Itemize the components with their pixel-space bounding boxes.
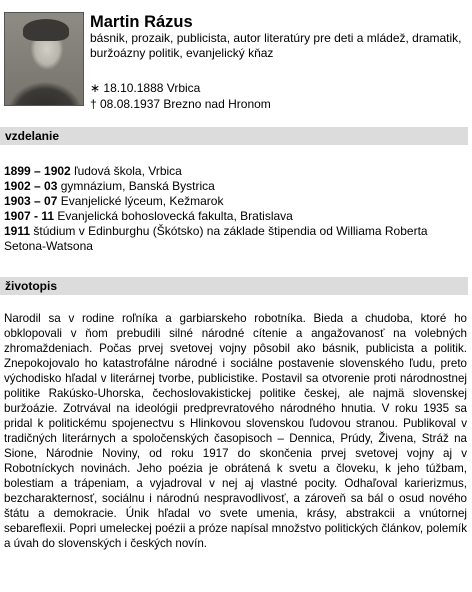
education-list: [4, 164, 468, 254]
person-profession: básnik, prozaik, publicista, autor literatúry pre deti a mládež, dramatik, buržoázny politik, evanjelický kňaz: [90, 31, 462, 60]
biography-heading: životopis: [0, 277, 468, 295]
person-name: Martin Rázus: [90, 13, 193, 31]
education-item: [4, 164, 468, 179]
portrait-photo: [4, 12, 84, 106]
portrait-hair-shape: [23, 19, 69, 41]
biography-text: Narodil sa v rodine roľníka a garbiarskeho robotníka. Bieda a chudoba, ktoré ho obklopovali v ňom prebudili silné národné cítenie a angažovanosť na volebných zhromaždeniach. Počas prvej svetovej vojny pôsobil ako básnik, publicista a politik. Znepokojovalo ho katastrofálne národné i sociálne postavenie slovenského ľudu, preto východisko hľadal v literárnej tvorbe, publicistike. Postavil sa otvorenie proti národnostnej politike Rakúsko-Uhorska, čechoslovakistickej politike českej, ale najmä slovenskej buržoázie. Zotrvával na ideológii predprevratového národného hnutia. V roku 1935 sa pridal k politickému spojenectvu s Hlinkovou slovenskou ľudovou stranou. Publikoval v tradičných literárnych a spoločenských časopisoch – Dennica, Prúdy, Živena, Stráž na Sione, Národnie Noviny, od roku 1917 do skončenia prvej svetovej vojny aj v Robotníckych novinách. Jeho poézia je obrátená k svetu a človeku, k jeho túžbam, bolestiam a trápeniam, a vyjadroval v nej aj vlastné pocity. Odhaľoval karierizmus, bezcharakternosť, sociálnu i národnú nespravodlivosť, a zároveň sa bál o osud nového štátu a demokracie. Únik hľadal vo svete umenia, krásy, abstrakcii a vnútornej sebareflexii. Popri umeleckej poézii a próze napísal množstvo politických článkov, polemík a úvah do slovenských i českých novín.: [4, 312, 467, 550]
birth-info: ∗ 18.10.1888 Vrbica: [90, 81, 201, 95]
education-item: [4, 209, 468, 224]
education-text: ľudová škola, Vrbica: [70, 164, 182, 178]
education-item: [4, 224, 468, 254]
education-text: Evanjelická bohoslovecká fakulta, Bratislava: [54, 209, 293, 223]
education-item: [4, 194, 468, 209]
education-text: štúdium v Edinburghu (Škótsko) na základe štipendia od Williama Roberta Setona-Watsona: [4, 224, 428, 253]
education-heading: vzdelanie: [0, 127, 468, 145]
education-years: 1911: [4, 224, 31, 238]
education-years: 1907 - 11: [4, 209, 55, 223]
education-text: gymnázium, Banská Bystrica: [57, 179, 215, 193]
education-text: Evanjelické lýceum, Kežmarok: [57, 194, 224, 208]
education-years: 1903 – 07: [4, 194, 58, 208]
death-info: † 08.08.1937 Brezno nad Hronom: [90, 97, 271, 111]
education-years: 1899 – 1902: [4, 164, 71, 178]
education-item: [4, 179, 468, 194]
education-years: 1902 – 03: [4, 179, 58, 193]
